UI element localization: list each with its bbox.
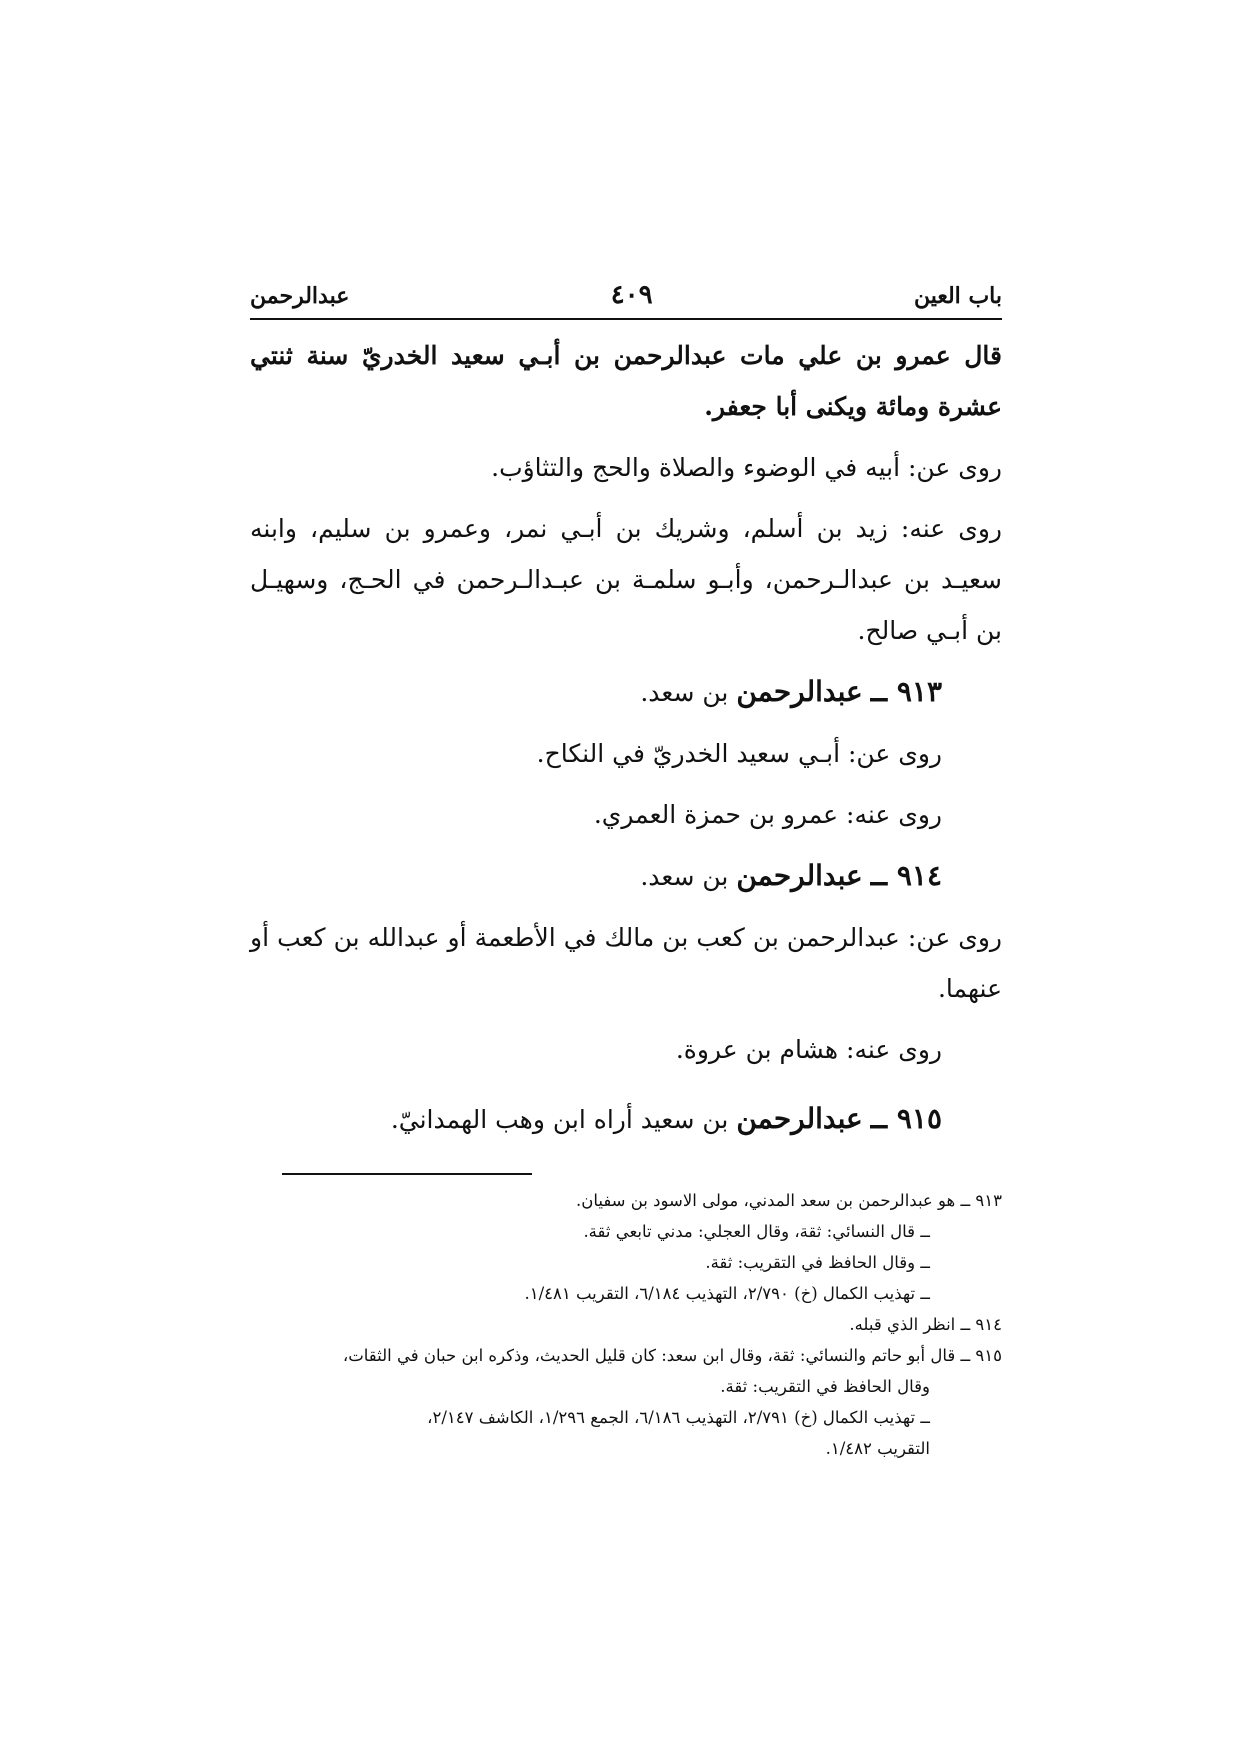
main-text (250, 330, 1002, 1145)
footnote-line: ٩١٥ ــ قال أبو حاتم والنسائي: ثقة، وقال ابن سعد: كان قليل الحديث، وذكره ابن حبان في الثقات، (342, 1346, 1002, 1365)
narrated-from: روى عن: أبـي سعيد الخدريّ في النكاح. (536, 739, 942, 768)
page-number: ٤٠٩ (610, 280, 653, 310)
entry-915 (250, 1093, 1002, 1145)
entry-name: عبدالرحمن (736, 675, 863, 708)
paragraph: روى عن: أبيه في الوضوء والصلاة والحج والتثاؤب. (491, 453, 1002, 482)
entry-name: عبدالرحمن (736, 1102, 863, 1135)
entry-rest: بن سعد. (640, 862, 729, 891)
footnote-line: ــ تهذيب الكمال (خ) ٢/٧٩٠، التهذيب ٦/١٨٤، التقريب ١/٤٨١. (524, 1284, 930, 1303)
entry-913 (250, 666, 1002, 718)
footnote-line: التقريب ١/٤٨٢. (825, 1439, 930, 1458)
narrated-from: روى عن: عبدالرحمن بن كعب بن مالك في الأطعمة أو عبدالله بن كعب أو عنهما. (250, 923, 1002, 1003)
entry-914 (250, 850, 1002, 902)
header-chapter: باب العين (913, 283, 1002, 309)
entry-name: عبدالرحمن (736, 859, 863, 892)
entry-number: ٩١٥ ــ (870, 1102, 942, 1135)
narrated-by: روى عنه: عمرو بن حمزة العمري. (593, 800, 942, 829)
footnote-separator (282, 1173, 532, 1175)
header-name: عبدالرحمن (250, 283, 350, 309)
footnote-line: وقال الحافظ في التقريب: ثقة. (720, 1377, 930, 1396)
footnote-line: ــ تهذيب الكمال (خ) ٢/٧٩١، التهذيب ٦/١٨٦، الجمع ١/٢٩٦، الكاشف ٢/١٤٧، (427, 1408, 930, 1427)
paragraph: قال عمرو بن علي مات عبدالرحمن بن أبـي سعيد الخدريّ سنة ثنتي عشرة ومائة ويكنى أبا جعفر. (250, 341, 1002, 421)
book-page (250, 280, 1002, 1464)
footnote-line: ٩١٣ ــ هو عبدالرحمن بن سعد المدني، مولى الاسود بن سفيان. (575, 1191, 1002, 1210)
running-header (250, 280, 1002, 320)
footnotes (250, 1185, 1002, 1464)
entry-number: ٩١٤ ــ (870, 859, 942, 892)
footnote-line: ــ وقال الحافظ في التقريب: ثقة. (705, 1253, 930, 1272)
entry-number: ٩١٣ ــ (870, 675, 942, 708)
entry-rest: بن سعيد أراه ابن وهب الهمدانيّ. (390, 1105, 729, 1134)
footnote-line: ٩١٤ ــ انظر الذي قبله. (849, 1315, 1002, 1334)
entry-rest: بن سعد. (640, 678, 729, 707)
paragraph: روى عنه: زيد بن أسلم، وشريك بن أبـي نمر، وعمرو بن سليم، وابنه سعيـد بن عبدالـرحمن، وأبـو سلمـة بن عبـدالـرحمن في الحـج، وسهيـل بن أبـي صالح. (250, 514, 1002, 645)
narrated-by: روى عنه: هشام بن عروة. (675, 1035, 942, 1064)
footnote-line: ــ قال النسائي: ثقة، وقال العجلي: مدني تابعي ثقة. (583, 1222, 930, 1241)
